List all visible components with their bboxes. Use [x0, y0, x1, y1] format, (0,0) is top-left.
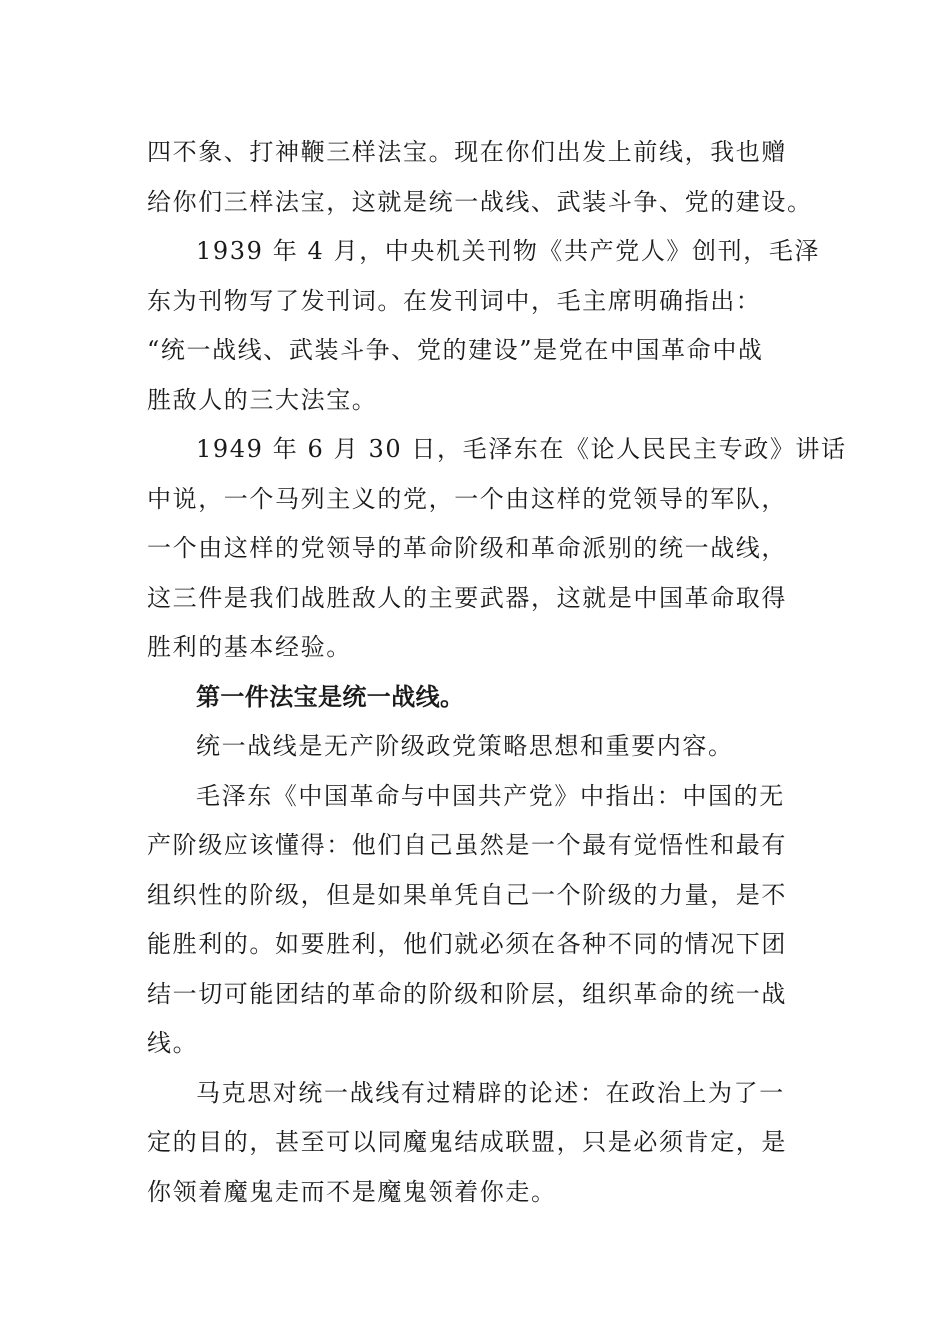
paragraph-united-front-definition	[147, 722, 807, 772]
text-line: 毛泽东《中国革命与中国共产党》中指出：中国的无	[196, 781, 785, 810]
text-line: 能胜利的。如要胜利，他们就必须在各种不同的情况下团	[147, 930, 787, 958]
text-line: 一个由这样的党领导的革命阶级和革命派别的统一战线，	[147, 534, 787, 562]
paragraph-marx-quote	[147, 1069, 807, 1218]
text-line: 1939 年 4 月，中央机关刊物《共产党人》创刊，毛泽	[196, 237, 821, 265]
text-line: 产阶级应该懂得：他们自己虽然是一个最有觉悟性和最有	[147, 831, 787, 859]
paragraph-mao-quote	[147, 772, 807, 1069]
text-line: 胜敌人的三大法宝。	[147, 385, 378, 414]
text-line: 四不象、打神鞭三样法宝。现在你们出发上前线，我也赠	[147, 138, 787, 166]
text-line: 你领着魔鬼走而不是魔鬼领着你走。	[147, 1177, 557, 1206]
text-line: 线。	[147, 1029, 199, 1057]
text-line: 给你们三样法宝，这就是统一战线、武装斗争、党的建设。	[147, 187, 813, 216]
paragraph-1949	[147, 425, 847, 673]
section-heading	[147, 673, 807, 723]
text-line: 中说，一个马列主义的党，一个由这样的党领导的军队，	[147, 484, 787, 513]
text-line: 结一切可能团结的革命的阶级和阶层，组织革命的统一战	[147, 979, 787, 1008]
paragraph-1939	[147, 227, 821, 425]
text-line: 马克思对统一战线有过精辟的论述：在政治上为了一	[196, 1078, 785, 1107]
text-line: 定的目的，甚至可以同魔鬼结成联盟，只是必须肯定，是	[147, 1128, 787, 1156]
text-line: 组织性的阶级，但是如果单凭自己一个阶级的力量，是不	[147, 880, 787, 909]
text-line: “统一战线、武装斗争、党的建设”是党在中国革命中战	[147, 336, 764, 364]
text-line: 统一战线是无产阶级政党策略思想和重要内容。	[196, 732, 734, 760]
text-line: 这三件是我们战胜敌人的主要武器，这就是中国革命取得	[147, 583, 787, 612]
paragraph-continuation	[147, 128, 813, 227]
heading-text: 第一件法宝是统一战线。	[196, 682, 465, 711]
text-line: 东为刊物写了发刊词。在发刊词中，毛主席明确指出：	[147, 286, 762, 315]
text-line: 1949 年 6 月 30 日，毛泽东在《论人民民主专政》讲话	[196, 435, 847, 463]
document-body	[147, 128, 847, 1217]
text-line: 胜利的基本经验。	[147, 633, 352, 661]
